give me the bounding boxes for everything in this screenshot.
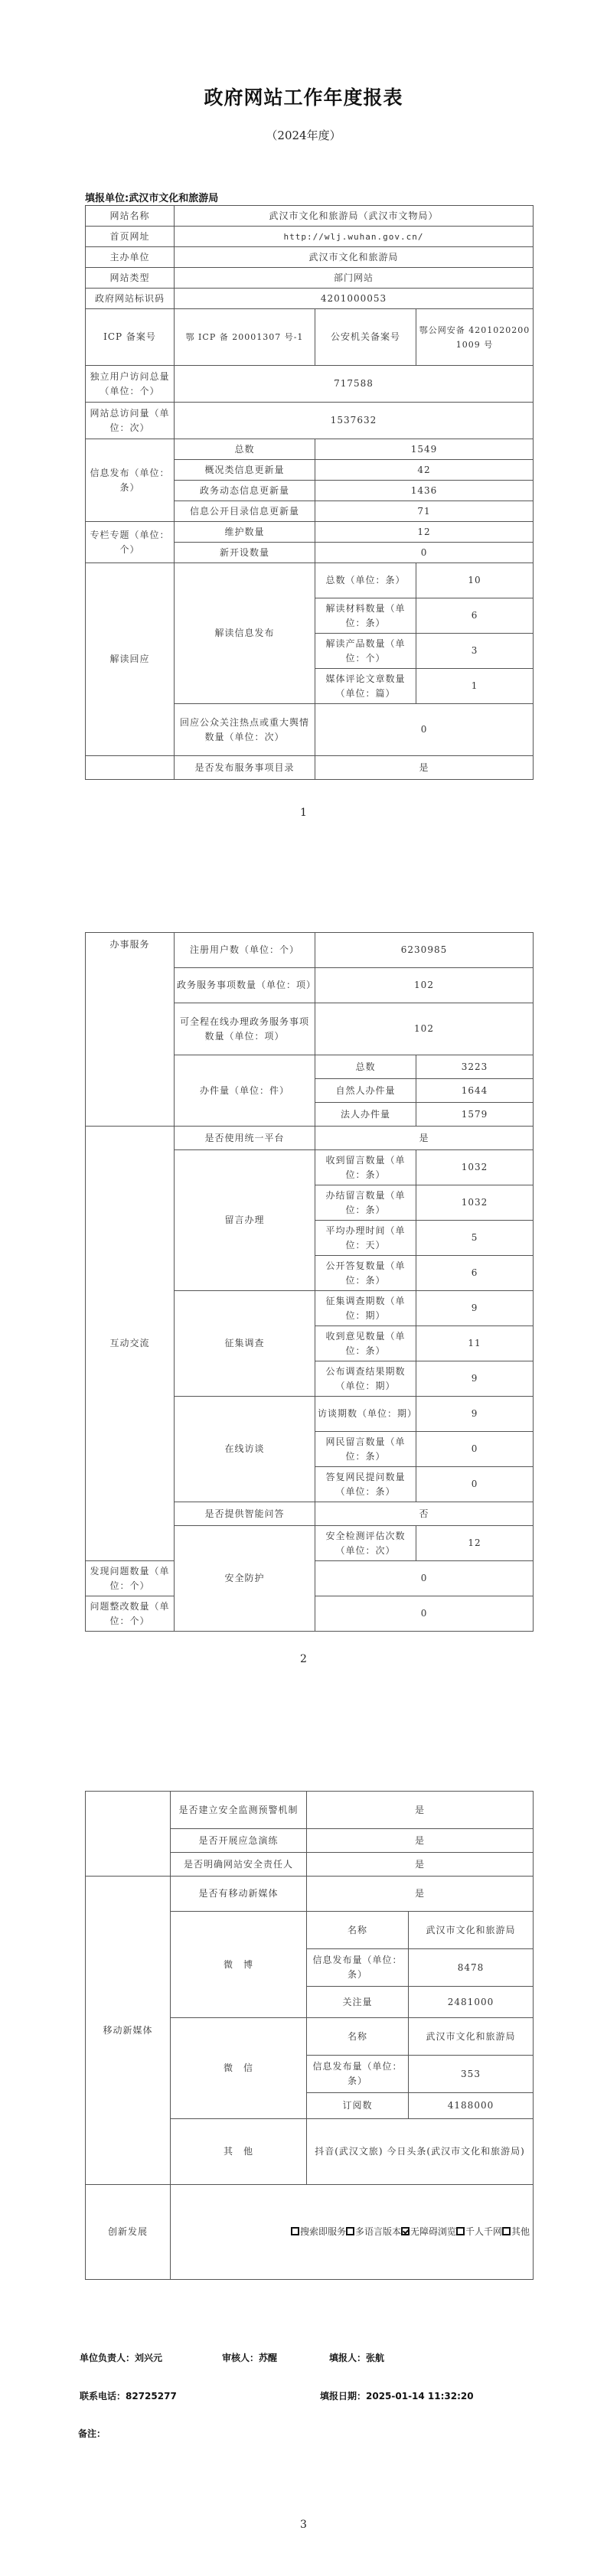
page-number: 1 (300, 807, 307, 819)
cases-row-label: 法人办件量 (315, 1103, 416, 1127)
page-1 (0, 0, 607, 859)
report-year: （2024年度） (266, 129, 341, 142)
checkbox-checked-icon[interactable] (401, 2227, 410, 2235)
page-3 (0, 1717, 607, 2576)
weibo-followers-label: 关注量 (307, 1987, 409, 2018)
cases-row-label: 总数 (315, 1055, 416, 1079)
survey-row-value: 11 (416, 1326, 534, 1361)
weibo-name-value: 武汉市文化和旅游局 (409, 1912, 534, 1949)
messages-row-value: 6 (416, 1256, 534, 1291)
security-row-value: 0 (315, 1596, 534, 1632)
site-name-value: 武汉市文化和旅游局（武汉市文物局） (175, 206, 534, 227)
wechat-posts-value: 353 (409, 2056, 534, 2093)
cases-label: 办件量（单位：件） (175, 1055, 315, 1127)
cases-row-label: 自然人办件量 (315, 1079, 416, 1103)
wechat-posts-label: 信息发布量（单位：条） (307, 2056, 409, 2093)
site-type-label: 网站类型 (86, 268, 175, 289)
innovation-option[interactable]: 多语言版本 (346, 2226, 401, 2237)
info-publish-row-label: 信息公开目录信息更新量 (175, 501, 315, 522)
pv-label: 网站总访问量（单位：次） (86, 403, 175, 439)
interpretation-row-value: 10 (416, 563, 534, 598)
messages-row-label: 收到留言数量（单位：条） (315, 1150, 416, 1185)
interaction-label: 互动交流 (86, 1127, 175, 1561)
report-table-page-2 (85, 932, 534, 1632)
report-table-page-3 (85, 1791, 534, 2280)
messages-row-label: 平均办理时间（单位：天） (315, 1221, 416, 1256)
security-flag-label: 是否开展应急演练 (171, 1829, 307, 1853)
uv-label: 独立用户访问总量（单位：个） (86, 366, 175, 403)
survey-row-label: 公布调查结果期数（单位：期） (315, 1361, 416, 1397)
interpretation-row-value: 3 (416, 634, 534, 669)
weibo-posts-value: 8478 (409, 1949, 534, 1987)
site-code-value: 4201000053 (175, 289, 534, 309)
hotspot-label: 回应公众关注热点或重大舆情数量（单位：次） (175, 704, 315, 756)
has-new-media-value: 是 (307, 1877, 534, 1912)
innovation-options (171, 2185, 534, 2280)
contact-phone: 联系电话：82725277 (80, 2391, 177, 2402)
empty-cell (86, 1792, 171, 1877)
page-number: 2 (300, 1653, 307, 1665)
reviewer: 审核人：苏醒 (222, 2353, 278, 2363)
smart-qa-value: 否 (315, 1502, 534, 1526)
unified-value: 是 (315, 1127, 534, 1150)
columns-row-label: 维护数量 (175, 522, 315, 543)
items-value: 102 (315, 968, 534, 1003)
services-label: 办事服务 (86, 933, 175, 1127)
survey-row-label: 征集调查期数（单位：期） (315, 1291, 416, 1326)
security-flag-value: 是 (307, 1853, 534, 1877)
checkbox-icon[interactable] (291, 2227, 299, 2235)
online-value: 102 (315, 1003, 534, 1055)
survey-label: 征集调查 (175, 1291, 315, 1397)
security-row-value: 0 (315, 1561, 534, 1596)
unified-label: 是否使用统一平台 (175, 1127, 315, 1150)
innovation-option[interactable]: 搜索即服务 (291, 2226, 346, 2237)
site-type-value: 部门网站 (175, 268, 534, 289)
messages-row-value: 1032 (416, 1150, 534, 1185)
innovation-option[interactable]: 千人千网 (456, 2226, 502, 2237)
messages-row-value: 1032 (416, 1185, 534, 1221)
sponsor-value: 武汉市文化和旅游局 (175, 247, 534, 268)
info-publish-row-value: 71 (315, 501, 534, 522)
weibo-followers-value: 2481000 (409, 1987, 534, 2018)
page-number: 3 (300, 2519, 307, 2531)
interpretation-row-label: 总数（单位：条） (315, 563, 416, 598)
police-label: 公安机关备案号 (315, 309, 416, 366)
innovation-option[interactable]: 其他 (502, 2226, 530, 2237)
weibo-label: 微 博 (171, 1912, 307, 2018)
checkbox-icon[interactable] (346, 2227, 354, 2235)
wechat-subs-label: 订阅数 (307, 2093, 409, 2119)
security-flag-label: 是否明确网站安全责任人 (171, 1853, 307, 1877)
sponsor-label: 主办单位 (86, 247, 175, 268)
has-new-media-label: 是否有移动新媒体 (171, 1877, 307, 1912)
service-catalog-value: 是 (315, 756, 534, 780)
info-publish-row-value: 1436 (315, 481, 534, 501)
cases-row-value: 1644 (416, 1079, 534, 1103)
page-2 (0, 859, 607, 1717)
survey-row-value: 9 (416, 1291, 534, 1326)
columns-row-label: 新开设数量 (175, 543, 315, 563)
security-label: 安全防护 (175, 1526, 315, 1632)
messages-row-label: 办结留言数量（单位：条） (315, 1185, 416, 1221)
registered-label: 注册用户数（单位：个） (175, 933, 315, 968)
remark: 备注： (78, 2428, 106, 2439)
pv-value: 1537632 (175, 403, 534, 439)
innovation-label: 创新发展 (86, 2185, 171, 2280)
interpretation-row-label: 媒体评论文章数量（单位：篇） (315, 669, 416, 704)
interpretation-sub-label: 解读信息发布 (175, 563, 315, 704)
registered-value: 6230985 (315, 933, 534, 968)
interview-label: 在线访谈 (175, 1397, 315, 1502)
other-media-label: 其 他 (171, 2119, 307, 2185)
items-label: 政务服务事项数量（单位：项） (175, 968, 315, 1003)
security-row-label: 安全检测评估次数（单位：次） (315, 1526, 416, 1561)
security-row-label: 发现问题数量（单位：个） (86, 1561, 175, 1596)
columns-row-value: 12 (315, 522, 534, 543)
interview-row-value: 9 (416, 1397, 534, 1432)
interpretation-row-label: 解读材料数量（单位：条） (315, 598, 416, 634)
service-catalog-label: 是否发布服务事项目录 (175, 756, 315, 780)
info-publish-row-label: 政务动态信息更新量 (175, 481, 315, 501)
fill-unit: 填报单位:武汉市文化和旅游局 (85, 193, 219, 204)
wechat-label: 微 信 (171, 2018, 307, 2119)
security-row-label: 问题整改数量（单位：个） (86, 1596, 175, 1632)
interview-row-value: 0 (416, 1432, 534, 1467)
messages-label: 留言办理 (175, 1150, 315, 1291)
uv-value: 717588 (175, 366, 534, 403)
security-flag-label: 是否建立安全监测预警机制 (171, 1792, 307, 1829)
icp-value: 鄂 ICP 备 20001307 号-1 (175, 309, 315, 366)
info-publish-row-value: 42 (315, 460, 534, 481)
interpretation-row-value: 6 (416, 598, 534, 634)
interview-row-value: 0 (416, 1467, 534, 1502)
homepage-label: 首页网址 (86, 227, 175, 247)
interpretation-label: 解读回应 (86, 563, 175, 756)
interview-row-label: 网民留言数量（单位：条） (315, 1432, 416, 1467)
wechat-subs-value: 4188000 (409, 2093, 534, 2119)
icp-label: ICP 备案号 (86, 309, 175, 366)
unit-head: 单位负责人：刘兴元 (80, 2353, 163, 2363)
cases-row-value: 1579 (416, 1103, 534, 1127)
info-publish-row-label: 总数 (175, 439, 315, 460)
info-publish-row-value: 1549 (315, 439, 534, 460)
columns-label: 专栏专题（单位：个） (86, 522, 175, 563)
interpretation-row-value: 1 (416, 669, 534, 704)
report-title: 政府网站工作年度报表 (204, 86, 403, 109)
weibo-posts-label: 信息发布量（单位：条） (307, 1949, 409, 1987)
homepage-value[interactable]: http://wlj.wuhan.gov.cn/ (175, 227, 534, 247)
weibo-name-label: 名称 (307, 1912, 409, 1949)
fill-date: 填报日期：2025-01-14 11:32:20 (320, 2391, 474, 2402)
survey-row-value: 9 (416, 1361, 534, 1397)
new-media-label: 移动新媒体 (86, 1877, 171, 2185)
security-flag-value: 是 (307, 1792, 534, 1829)
cases-row-value: 3223 (416, 1055, 534, 1079)
interpretation-row-label: 解读产品数量（单位：个） (315, 634, 416, 669)
police-value: 鄂公网安备 42010202001009 号 (416, 309, 534, 366)
site-name-label: 网站名称 (86, 206, 175, 227)
other-media-value: 抖音(武汉文旅) 今日头条(武汉市文化和旅游局) (307, 2119, 534, 2185)
interview-row-label: 访谈期数（单位：期） (315, 1397, 416, 1432)
wechat-name-label: 名称 (307, 2018, 409, 2056)
site-code-label: 政府网站标识码 (86, 289, 175, 309)
smart-qa-label: 是否提供智能问答 (175, 1502, 315, 1526)
report-table-page-1 (85, 205, 534, 780)
checkbox-icon[interactable] (456, 2227, 465, 2235)
security-row-value: 12 (416, 1526, 534, 1561)
columns-row-value: 0 (315, 543, 534, 563)
survey-row-label: 收到意见数量（单位：条） (315, 1326, 416, 1361)
filler: 填报人：张航 (329, 2353, 385, 2363)
innovation-option[interactable]: 无障碍浏览 (401, 2226, 456, 2237)
messages-row-label: 公开答复数量（单位：条） (315, 1256, 416, 1291)
messages-row-value: 5 (416, 1221, 534, 1256)
online-label: 可全程在线办理政务服务事项数量（单位：项） (175, 1003, 315, 1055)
checkbox-icon[interactable] (502, 2227, 511, 2235)
wechat-name-value: 武汉市文化和旅游局 (409, 2018, 534, 2056)
hotspot-value: 0 (315, 704, 534, 756)
interview-row-label: 答复网民提问数量（单位：条） (315, 1467, 416, 1502)
security-flag-value: 是 (307, 1829, 534, 1853)
info-publish-label: 信息发布（单位：条） (86, 439, 175, 522)
empty-cell (86, 756, 175, 780)
info-publish-row-label: 概况类信息更新量 (175, 460, 315, 481)
